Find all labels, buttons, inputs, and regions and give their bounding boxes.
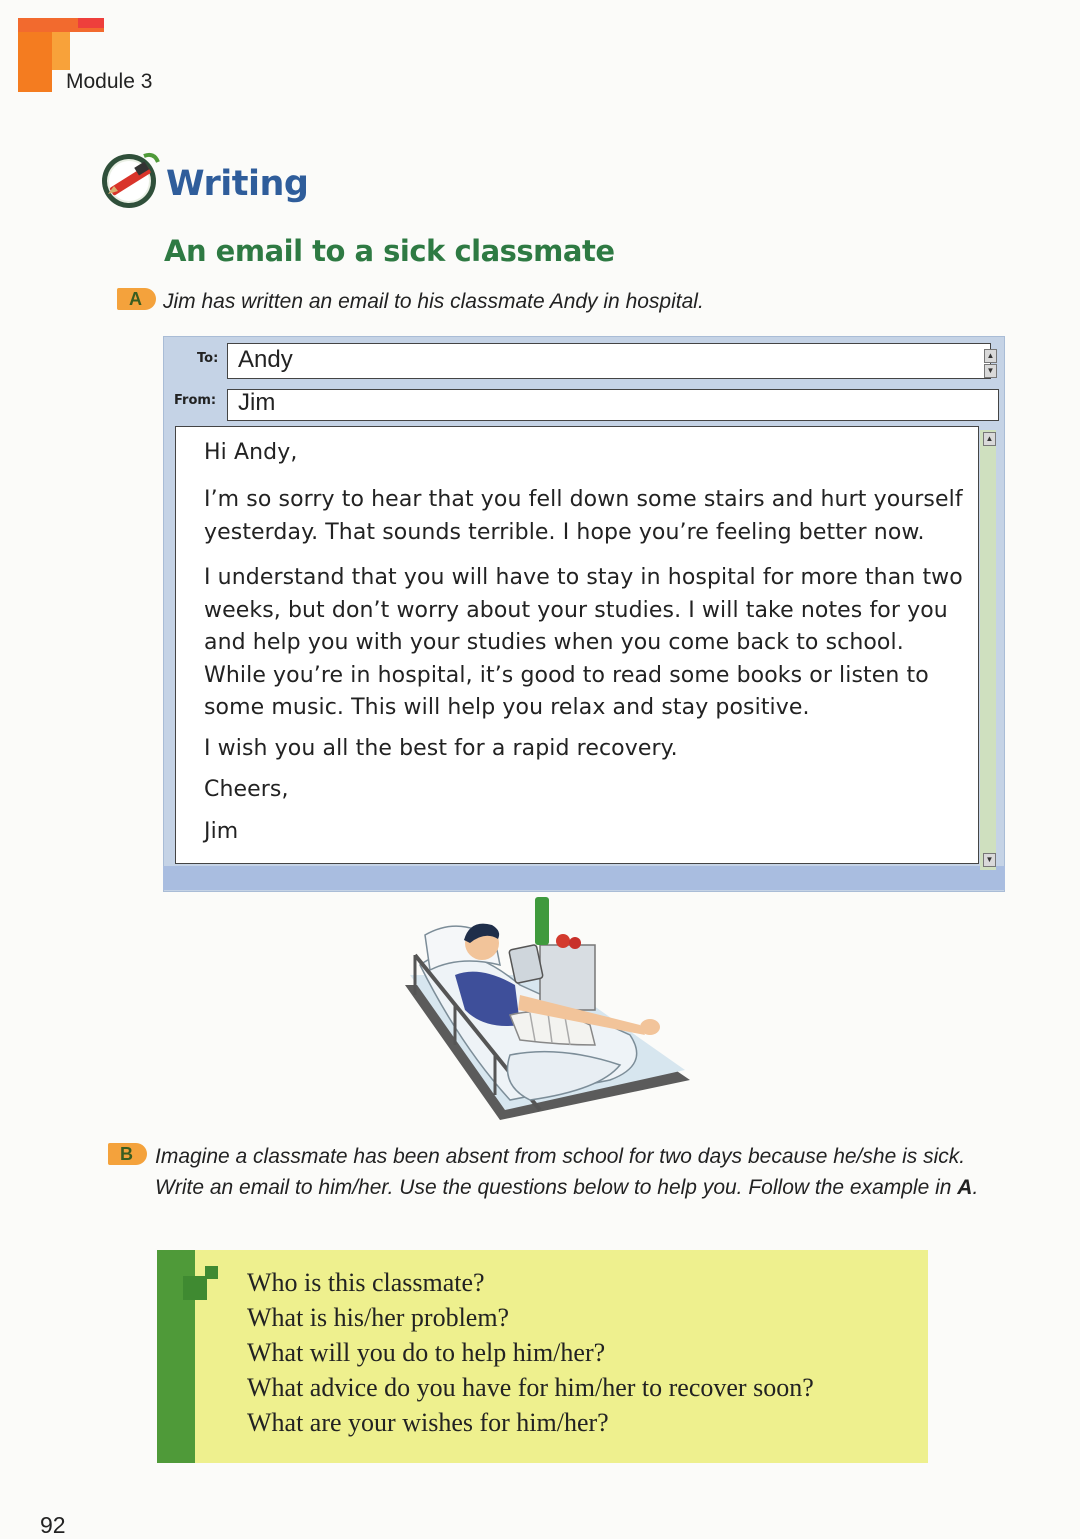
task-a-tag: A [117, 288, 156, 310]
question-item: What is his/her problem? [247, 1303, 510, 1332]
task-b-instruction-end: . [972, 1176, 979, 1199]
pen-icon [100, 150, 160, 210]
from-label: From: [174, 393, 217, 408]
module-tab-top-accent [78, 18, 104, 28]
task-b-tag: B [108, 1143, 147, 1165]
email-signature: Jim [204, 819, 239, 844]
question-list [247, 1265, 814, 1440]
section-subtitle: An email to a sick classmate [164, 234, 615, 268]
to-label: To: [197, 351, 219, 366]
email-paragraph-3: I wish you all the best for a rapid recovery. [204, 736, 678, 761]
email-greeting: Hi Andy, [204, 440, 298, 465]
question-box-square-small [205, 1266, 218, 1279]
body-scroll-up-icon[interactable]: ▲ [983, 432, 996, 446]
question-item: What are your wishes for him/her? [247, 1408, 609, 1437]
module-tab-accent [52, 30, 70, 70]
from-field[interactable]: Jim [227, 389, 999, 421]
question-item: Who is this classmate? [247, 1268, 485, 1297]
question-box-square-large [183, 1276, 207, 1300]
body-scroll-down-icon[interactable]: ▼ [983, 853, 996, 867]
scroll-down-icon[interactable]: ▼ [984, 364, 997, 378]
section-title: Writing [166, 164, 309, 204]
email-closing: Cheers, [204, 777, 289, 802]
module-tab-block [18, 30, 52, 92]
page-number: 92 [40, 1512, 66, 1538]
email-paragraph-1: I’m so sorry to hear that you fell down some stairs and hurt yourself yesterday. That sounds terrible. I hope you’re feeling better now. [204, 487, 963, 545]
module-label: Module 3 [66, 70, 153, 93]
email-window-footer [163, 866, 1005, 890]
boy-in-hospital-bed-illustration [400, 895, 690, 1125]
task-b-instruction-text: Imagine a classmate has been absent from school for two days because he/she is sick. Write an email to him/her. Use the questions below to help you. Follow the example in [155, 1145, 966, 1199]
email-body-scrollbar[interactable] [980, 430, 996, 870]
task-a-instruction: Jim has written an email to his classmate Andy in hospital. [163, 290, 704, 313]
to-field[interactable]: Andy [227, 343, 991, 379]
task-b-instruction [155, 1141, 985, 1203]
email-paragraph-2: I understand that you will have to stay in hospital for more than two weeks, but don’t worry about your studies. I will take notes for you and help you with your studies when you come back to school. While you’re in hospital, it’s good to read some books or listen to some music. This will help you relax and stay positive. [204, 565, 963, 720]
task-b-instruction-ref: A [957, 1176, 973, 1199]
question-item: What will you do to help him/her? [247, 1338, 606, 1367]
scroll-up-icon[interactable]: ▲ [984, 349, 997, 363]
question-item: What advice do you have for him/her to recover soon? [247, 1373, 814, 1402]
